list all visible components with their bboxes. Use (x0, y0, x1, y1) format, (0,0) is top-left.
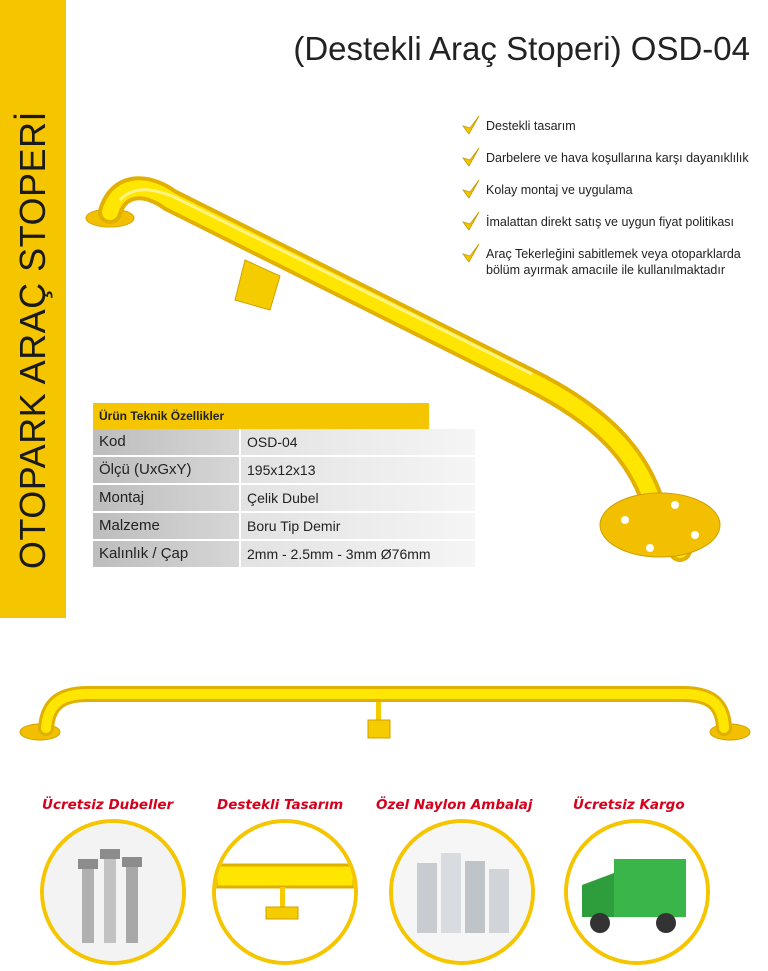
spec-table (93, 403, 475, 567)
feature-text: Kolay montaj ve uygulama (486, 183, 633, 197)
spec-value: OSD-04 (241, 429, 475, 455)
spec-table-header: Ürün Teknik Özellikler (93, 403, 429, 429)
anchor-bolts-image (44, 823, 182, 961)
badge-label: Ücretsiz Dubeller (42, 797, 174, 813)
spec-row (93, 541, 475, 567)
spec-key: Kod (93, 429, 239, 455)
feature-item (462, 150, 762, 166)
badge-label: Ücretsiz Kargo (573, 797, 685, 813)
spec-value: Boru Tip Demir (241, 513, 475, 539)
spec-row (93, 429, 475, 455)
feature-item (462, 118, 762, 134)
badge-label: Destekli Tasarım (217, 797, 344, 813)
support-leg-image (216, 823, 354, 961)
spec-row (93, 485, 475, 511)
spec-row (93, 513, 475, 539)
spec-key: Kalınlık / Çap (93, 541, 239, 567)
spec-key: Montaj (93, 485, 239, 511)
feature-text: İmalattan direkt satış ve uygun fiyat politikası (486, 215, 735, 229)
spec-key: Malzeme (93, 513, 239, 539)
spec-value: 195x12x13 (241, 457, 475, 483)
page-title: (Destekli Araç Stoperi) OSD-04 (293, 30, 750, 67)
spec-value: 2mm - 2.5mm - 3mm Ø76mm (241, 541, 475, 567)
feature-text: Darbelere ve hava koşullarına karşı dayanıklılık (486, 151, 749, 165)
spec-row (93, 457, 475, 483)
product-image-side (18, 680, 753, 750)
spec-key: Ölçü (UxGxY) (93, 457, 239, 483)
feature-text: Destekli tasarım (486, 119, 576, 133)
check-icon (462, 115, 480, 137)
nylon-rolls-image (393, 823, 531, 961)
badge-label: Özel Naylon Ambalaj (376, 797, 533, 813)
spec-value: Çelik Dubel (241, 485, 475, 511)
cargo-truck-image (568, 823, 706, 961)
feature-text: Araç Tekerleğini sabitlemek veya otoparklarda bölüm ayırmak amacıile ile kullanılmaktadır (486, 247, 741, 277)
side-title: OTOPARK ARAÇ STOPERİ (12, 110, 53, 570)
check-icon (462, 147, 480, 169)
